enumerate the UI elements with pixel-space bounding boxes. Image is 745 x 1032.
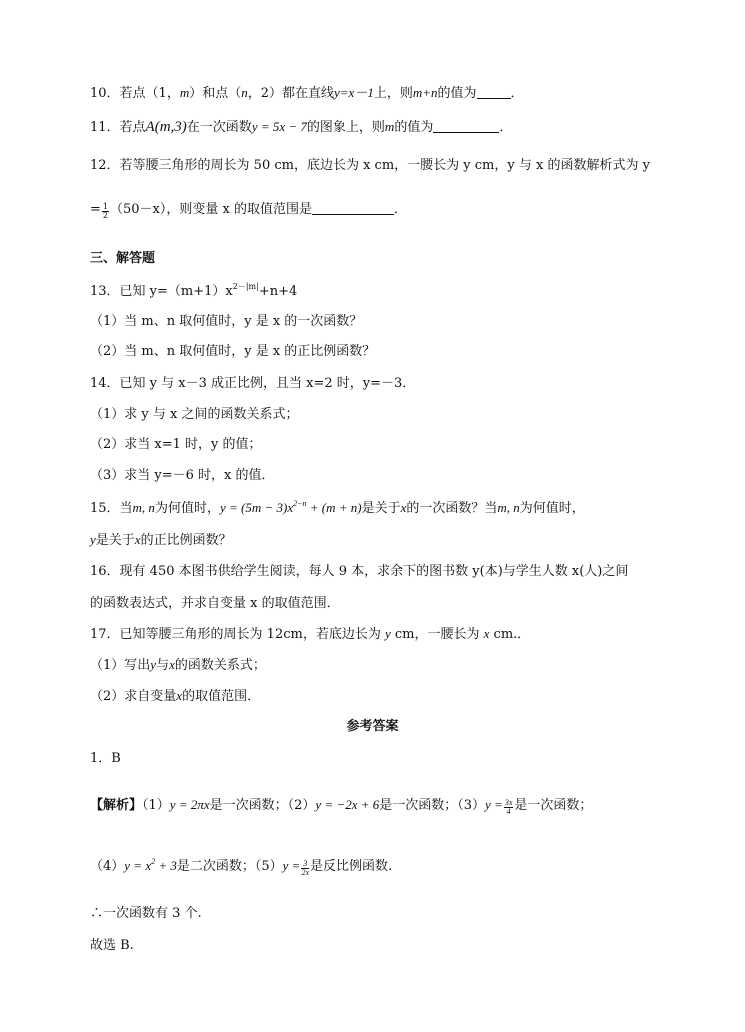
fraction <box>301 860 309 877</box>
analysis-text: （1） <box>142 798 170 813</box>
formula: y = −2x + 6 <box>315 797 380 812</box>
analysis-text: 是反比例函数. <box>310 859 393 874</box>
formula-exponent: 2 <box>151 857 156 866</box>
q15-text: 15．当 <box>90 501 133 516</box>
fraction-denominator: 2 <box>102 211 108 220</box>
q15-text: 是关于 <box>95 533 135 548</box>
answer-blank <box>477 85 511 99</box>
question-13-part-1: （1）当 m、n 取何值时，y 是 x 的一次函数？ <box>90 314 363 329</box>
q17-text: 与 <box>156 658 170 673</box>
analysis-tag: 【解析】 <box>90 798 143 813</box>
question-12-line-2 <box>90 201 407 220</box>
q15-text: 为何值时， <box>154 501 220 516</box>
q11-text: 的图象上，则 <box>306 120 385 135</box>
final-choice: 故选 B. <box>90 938 134 953</box>
q11-function: y = 5x − 7 <box>251 119 307 134</box>
fraction-numerator: 1 <box>102 202 108 211</box>
question-13 <box>90 283 297 301</box>
question-17-part-1 <box>90 656 266 675</box>
analysis-line-1 <box>90 796 592 816</box>
q11-text: ． <box>499 120 513 135</box>
analysis-text: 是一次函数；（3） <box>379 798 486 813</box>
question-15 <box>90 499 585 518</box>
formula: y = 2πx <box>169 797 210 812</box>
q15-vars: m, n <box>132 500 155 515</box>
q13-exponent: 2－|m| <box>232 282 259 291</box>
q15-formula: + (m + n) <box>306 500 362 515</box>
q15-var-x: x <box>400 500 407 515</box>
question-12-line-1 <box>90 157 650 175</box>
analysis-text: （4） <box>90 859 125 874</box>
conclusion: ∴一次函数有 3 个. <box>90 906 202 921</box>
q15-text: 是关于 <box>361 501 401 516</box>
section-heading: 三、解答题 <box>90 251 156 266</box>
q15-text: 的一次函数？当 <box>406 501 498 516</box>
q17-var-y: y <box>150 657 157 672</box>
q10-text: 的值为 <box>437 86 477 101</box>
q17-text: 17．已知等腰三角形的周长为 12cm，若底边长为 <box>90 627 385 642</box>
analysis-text: 是一次函数； <box>514 798 593 813</box>
q17-var-x: x <box>176 688 183 703</box>
q13-text: +n+4 <box>258 284 298 299</box>
q12-text: ． <box>393 202 407 217</box>
fraction-denominator: 2x <box>301 868 310 877</box>
q10-text: ）和点（ <box>189 86 242 101</box>
fraction <box>102 203 109 220</box>
fraction-numerator: 3x <box>504 798 513 807</box>
question-17 <box>90 625 530 644</box>
answer-blank <box>312 201 394 215</box>
question-16-line-1: 16．现有 450 本图书供给学生阅读，每人 9 本，求余下的图书数 y(本)与学生人数 x(人)之间 <box>90 564 629 579</box>
question-17-part-2 <box>90 687 260 706</box>
q10-expression: m+n <box>412 85 438 100</box>
fraction <box>504 799 514 816</box>
q10-text: 上，则 <box>373 86 413 101</box>
question-15-line-2 <box>90 531 232 550</box>
q11-text: 的值为 <box>394 120 434 135</box>
fraction-numerator: 3 <box>303 859 308 868</box>
q15-var-x: x <box>134 532 141 547</box>
q11-var: m <box>384 119 395 134</box>
q15-text: 的正比例函数？ <box>140 533 232 548</box>
question-14: 14．已知 y 与 x－3 成正比例，且当 x=2 时，y=－3． <box>90 376 416 391</box>
formula: y = x <box>124 858 152 873</box>
q15-formula: y = (5m − 3)x <box>219 500 294 515</box>
question-14-part-2: （2）求当 x=1 时，y 的值； <box>90 437 262 452</box>
q17-text: 的取值范围． <box>182 689 261 704</box>
question-14-part-1: （1）求 y 与 x 之间的函数关系式； <box>90 407 299 422</box>
q12-text: （50－x），则变量 x 的取值范围是 <box>110 202 312 217</box>
q10-text: 10．若点（1， <box>90 86 180 101</box>
fraction-denominator: 4 <box>506 807 511 816</box>
answer-1: 1．B <box>90 751 121 766</box>
q17-text: cm.． <box>489 627 531 642</box>
q12-text: = <box>90 202 101 217</box>
q10-line-equation: y=x－1 <box>334 85 374 100</box>
q10-text: ． <box>510 86 524 101</box>
analysis-text: 是一次函数；（2） <box>209 798 316 813</box>
q15-var-y: y <box>90 532 96 547</box>
question-11 <box>90 118 512 137</box>
q10-var-m: m <box>179 85 190 100</box>
q15-vars: m, n <box>497 500 520 515</box>
formula: + 3 <box>155 858 177 873</box>
answers-title: 参考答案 <box>346 719 399 734</box>
q15-text: 为何值时， <box>519 501 585 516</box>
question-10 <box>90 84 524 103</box>
q11-text: 在一次函数 <box>186 120 252 135</box>
q17-var-x: x <box>483 626 490 641</box>
q17-text: （1）写出 <box>90 658 151 673</box>
answer-blank <box>433 119 499 133</box>
analysis-text: 是二次函数；（5） <box>176 859 283 874</box>
q11-text: 11．若点 <box>90 120 146 135</box>
q10-var-n: n <box>241 85 248 100</box>
q17-text: 的函数关系式； <box>174 658 266 673</box>
analysis-line-2 <box>90 857 392 877</box>
formula: y = <box>485 797 503 812</box>
q10-text: ，2）都在直线 <box>247 86 335 101</box>
q15-exponent: 2−n <box>293 499 307 508</box>
q17-var-x: x <box>169 657 175 672</box>
q11-point: A(m,3) <box>145 119 187 135</box>
question-16-line-2: 的函数表达式，并求自变量 x 的取值范围． <box>90 596 340 611</box>
question-14-part-3: （3）求当 y=－6 时，x 的值． <box>90 468 275 483</box>
q17-text: cm，一腰长为 <box>390 627 484 642</box>
question-13-part-2: （2）当 m、n 取何值时，y 是 x 的正比例函数？ <box>90 344 376 359</box>
q17-var-y: y <box>384 626 391 641</box>
q13-text: 13．已知 y=（m+1）x <box>90 284 233 299</box>
q17-text: （2）求自变量 <box>90 689 177 704</box>
formula: y = <box>282 858 301 873</box>
q12-text: 12．若等腰三角形的周长为 50 cm，底边长为 x cm，一腰长为 y cm，y 与 x 的函数解析式为 y <box>90 158 650 173</box>
